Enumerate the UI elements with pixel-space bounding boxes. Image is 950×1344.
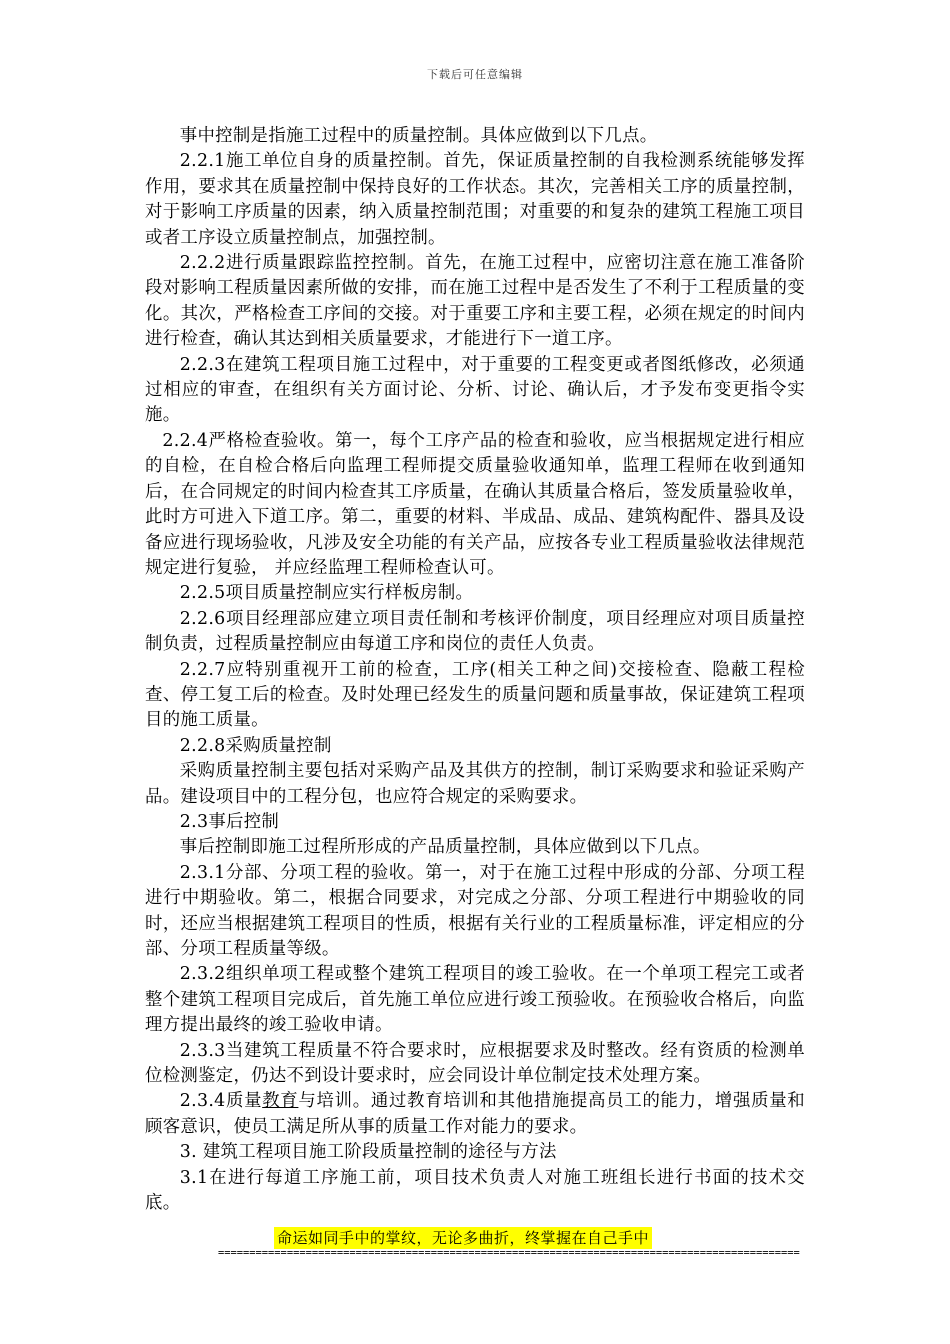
page-header-note: 下载后可任意编辑 <box>427 68 523 81</box>
document-body <box>145 124 805 1216</box>
paragraph-2-3-4 <box>145 1089 805 1140</box>
paragraph-3-1: 3.1在进行每道工序施工前，项目技术负责人对施工班组长进行书面的技术交底。 <box>145 1167 805 1214</box>
paragraph-2-2-7: 2.2.7应特别重视开工前的检查，工序(相关工种之间)交接检查、隐蔽工程检查、停工复工后的检查。及时处理已经发生的质量问题和质量事故，保证建筑工程项目的施工质量。 <box>145 659 805 731</box>
paragraph-post-control: 事后控制即施工过程所形成的产品质量控制，具体应做到以下几点。 <box>179 837 711 858</box>
paragraph-2-2-3: 2.2.3在建筑工程项目施工过程中，对于重要的工程变更或者图纸修改，必须通过相应的审查，在组织有关方面讨论、分析、讨论、确认后，才予发布变更指令实施。 <box>145 354 805 426</box>
heading-2-2-8: 2.2.8采购质量控制 <box>179 735 332 756</box>
paragraph-intro: 事中控制是指施工过程中的质量控制。具体应做到以下几点。 <box>179 126 658 146</box>
paragraph-2-3-2: 2.3.2组织单项工程或整个建筑工程项目的竣工验收。在一个单项工程完工或者整个建筑工程项目完成后，首先施工单位应进行竣工预验收。在预验收合格后，向监理方提出最终的竣工验收申请。 <box>145 964 805 1036</box>
paragraph-2-3-4-after: 与培训。通过教育培训和其他措施提高员工的能力，增强质量和顾客意识，使员工满足所从事的质量工作对能力的要求。 <box>145 1091 805 1137</box>
paragraph-procurement: 采购质量控制主要包括对采购产品及其供方的控制，制订采购要求和验证采购产品。建设项目中的工程分包，也应符合规定的采购要求。 <box>145 761 805 807</box>
paragraph-2-3-3: 2.3.3当建筑工程质量不符合要求时，应根据要求及时整改。经有资质的检测单位检测鉴定，仍达不到设计要求时，应会同设计单位制定技术处理方案。 <box>145 1040 805 1087</box>
heading-section-3: 3. 建筑工程项目施工阶段质量控制的途径与方法 <box>179 1142 557 1163</box>
heading-2-3: 2.3事后控制 <box>179 811 280 832</box>
underlined-link-education[interactable]: 教育 <box>262 1091 299 1112</box>
footer-motto-highlight: 命运如同手中的掌纹，无论多曲折，终掌握在自己手中 <box>274 1227 652 1249</box>
paragraph-2-3-4-before: 2.3.4质量 <box>179 1091 263 1112</box>
paragraph-2-2-2: 2.2.2进行质量跟踪监控控制。首先，在施工过程中，应密切注意在施工准备阶段对影响工程质量因素所做的安排，而在施工过程中是否发生了不利于工程质量的变化。其次，严格检查工序间的交接。对于重要工序和主要工程，必须在规定的时间内进行检查，确认其达到相关质量要求，才能进行下一道工序。 <box>145 253 805 350</box>
paragraph-2-2-5: 2.2.5项目质量控制应实行样板房制。 <box>179 583 474 604</box>
paragraph-2-3-1: 2.3.1分部、分项工程的验收。第一，对于在施工过程中形成的分部、分项工程进行中期验收。第二，根据合同要求，对完成之分部、分项工程进行中期验收的同时，还应当根据建筑工程项目的性质，根据有关行业的工程质量标准，评定相应的分部、分项工程质量等级。 <box>145 862 805 959</box>
paragraph-2-2-1: 2.2.1施工单位自身的质量控制。首先，保证质量控制的自我检测系统能够发挥作用，要求其在质量控制中保持良好的工作状态。其次，完善相关工序的质量控制，对于影响工序质量的因素，纳入质量控制范围；对重要的和复杂的建筑工程施工项目或者工序设立质量控制点，加强控制。 <box>145 151 805 248</box>
paragraph-2-2-6: 2.2.6项目经理部应建立项目责任制和考核评价制度，项目经理应对项目质量控制负责，过程质量控制应由每道工序和岗位的责任人负责。 <box>145 608 805 655</box>
paragraph-2-2-4: 2.2.4严格检查验收。第一，每个工序产品的检查和验收，应当根据规定进行相应的自检，在自检合格后向监理工程师提交质量验收通知单，监理工程师在收到通知后，在合同规定的时间内检查其工序质量，在确认其质量合格后，签发质量验收单，此时方可进入下道工序。第二，重要的材料、半成品、成品、建筑构配件、器具及设备应进行现场验收，凡涉及安全功能的有关产品，应按各专业工程质量验收法律规范规定进行复验， 并应经监理工程师检查认可。 <box>145 430 805 578</box>
footer-divider-rule: ============================================================================================= <box>218 1247 800 1259</box>
